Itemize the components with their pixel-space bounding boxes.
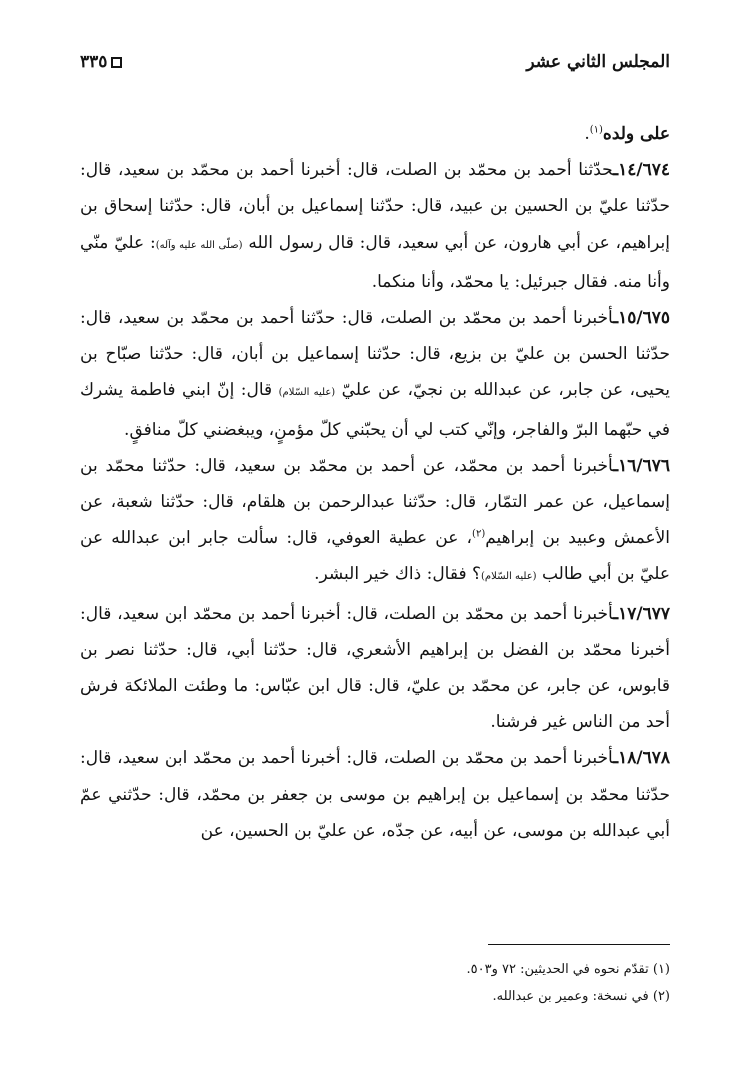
running-header — [80, 48, 670, 76]
hadith-paragraph: ١٦/٦٧٦ـأخبرنا أحمد بن محمّد، عن أحمد بن محمّد بن سعيد، قال: حدّثنا محمّد بن إسماعيل، عن عمر التمّار، قال: حدّثنا عبدالرحمن بن هلقام، قال: حدّثنا شعبة، عن الأعمش وعبيد بن إبراهيم$^{(٢)}$، عن عطية العوفي، قال: سألت جابر ابن عبدالله عن عليّ بن أبي طالب (عليه السّلام)؟ فقال: ذاك خير البشر. — [80, 455, 671, 585]
footnote-divider — [488, 944, 670, 945]
chapter-title: المجلس الثاني عشر — [526, 52, 670, 72]
honorific: (عليه السّلام) — [481, 571, 537, 583]
hadith-number: ١٤/٦٧٤ — [618, 160, 670, 181]
page-number — [80, 52, 122, 72]
hadith-number: ١٧/٦٧٧ — [618, 603, 670, 624]
footnote-2: (٢) في نسخة: وعمير بن عبدالله. — [492, 989, 670, 1004]
hadith-paragraph: ١٧/٦٧٧ـأخبرنا أحمد بن محمّد بن الصلت، قال: أخبرنا أحمد بن محمّد ابن سعيد، قال: أخبرنا محمّد بن الفضل بن إبراهيم الأشعري، قال: حدّثنا أبي، قال: حدّثنا نصر بن قابوس، عن جابر، عن محمّد بن عليّ، قال: قال ابن عبّاس: ما وطئت الملائكة فرش أحد من الناس غير فرشنا. — [80, 603, 670, 733]
hadith-paragraph: ١٤/٦٧٤ـحدّثنا أحمد بن محمّد بن الصلت، قال: أخبرنا أحمد بن محمّد بن سعيد، قال: حدّثنا عليّ بن الحسين بن عبيد، قال: حدّثنا إسماعيل بن أبان، قال: حدّثنا إسحاق بن إبراهيم، عن أبي هارون، عن أبي سعيد، قال: قال رسول الله (صلّى الله عليه وآله): عليّ منّي وأنا منه. فقال جبرئيل: يا محمّد، وأنا منكما. — [80, 160, 671, 292]
main-text — [80, 116, 670, 849]
hadith-paragraph: ١٥/٦٧٥ـأخبرنا أحمد بن محمّد بن الصلت، قال: حدّثنا أحمد بن محمّد بن سعيد، قال: حدّثنا الحسن بن عليّ بن بزيع، قال: حدّثنا إسماعيل بن أبان، قال: حدّثنا صبّاح بن يحيى، عن جابر، عن عبدالله بن نجيّ، عن عليّ (عليه السّلام) قال: إنّ ابني فاطمة يشرك في حبّهما البرّ والفاجر، وإنّي كتب لي أن يحبّني كلّ مؤمنٍ، ويبغضني كلّ منافقٍ. — [80, 308, 671, 440]
paragraph-continuation: على ولده$^{(١)}$. — [584, 124, 670, 144]
footnote-ref: (٢) — [472, 528, 486, 540]
honorific: (صلّى الله عليه وآله) — [155, 239, 243, 251]
square-icon — [111, 57, 122, 68]
page-number-text: ٣٣٥ — [80, 52, 108, 72]
hadith-number: ١٨/٦٧٨ — [618, 748, 670, 769]
footnote-ref: (١) — [589, 124, 603, 136]
footnotes — [80, 956, 670, 1010]
honorific: (عليه السّلام) — [278, 387, 336, 399]
hadith-number: ١٥/٦٧٥ — [618, 308, 670, 329]
hadith-number: ١٦/٦٧٦ — [618, 455, 670, 476]
footnote-1: (١) تقدّم نحوه في الحديثين: ٧٢ و٥٠٣. — [466, 962, 670, 977]
hadith-paragraph: ١٨/٦٧٨ـأخبرنا أحمد بن محمّد بن الصلت، قال: أخبرنا أحمد بن محمّد ابن سعيد، قال: حدّثنا محمّد بن إسماعيل بن إبراهيم بن موسى بن جعفر بن محمّد، قال: حدّثني عمّ أبي عبدالله بن موسى، عن أبيه، عن جدّه، عن عليّ بن الحسين، عن — [80, 748, 670, 841]
